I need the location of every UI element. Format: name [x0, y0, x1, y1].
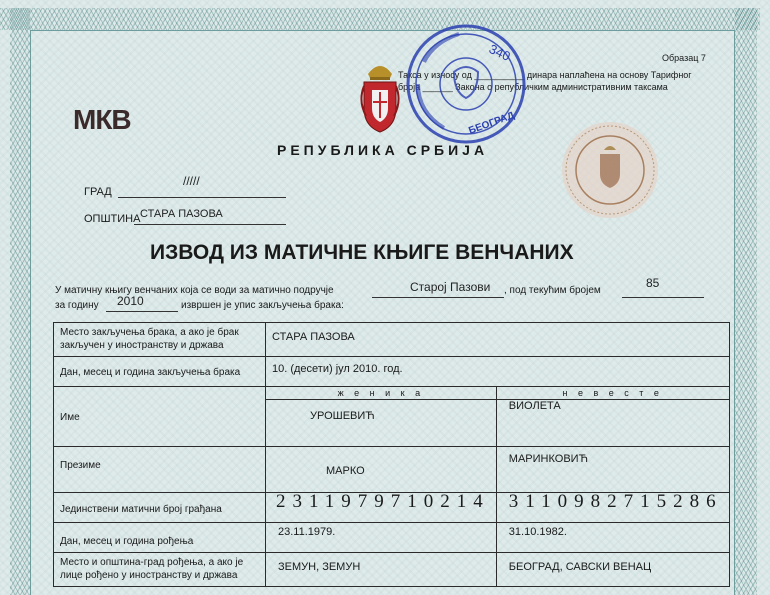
bride-cell: 3110982715286 — [496, 493, 729, 523]
row-value: СТАРА ПАЗОВА — [266, 323, 730, 357]
table-row — [54, 357, 730, 387]
table-row — [54, 493, 730, 523]
marriage-record-table — [53, 322, 730, 587]
row-label: Место закључења брака, а ако је брак закључен у иностранству и држава — [54, 323, 266, 357]
intro-line-2: , под текућим бројем — [504, 285, 601, 296]
bride-cell: БЕОГРАД, САВСКИ ВЕНАЦ — [496, 553, 729, 587]
bride-header: н е в е с т е — [497, 387, 729, 400]
intro-line-1: У матичну књигу венчаних која се води за матично подручје — [55, 285, 334, 296]
city-underline — [118, 197, 286, 198]
year-value: 2010 — [117, 294, 144, 308]
row-label: Дан, месец и година рођења — [54, 523, 266, 553]
document-title: ИЗВОД ИЗ МАТИЧНЕ КЊИГЕ ВЕНЧАНИХ — [150, 241, 574, 264]
coat-of-arms-icon — [360, 56, 400, 134]
groom-header: ж е н и к а — [266, 387, 496, 400]
guilloche-border-top — [0, 8, 760, 30]
groom-cell: ж е н и к а УРОШЕВИЋ — [266, 387, 497, 447]
stamp-number: 340 — [486, 41, 513, 64]
year-label: за годину — [55, 300, 99, 311]
city-label: ГРАД — [84, 186, 112, 198]
stamp-text: БЕОГРАД — [467, 110, 516, 137]
table-row — [54, 553, 730, 587]
republic-heading: РЕПУБЛИКА СРБИЈА — [277, 142, 489, 158]
row-value: 10. (десети) јул 2010. год. — [266, 357, 730, 387]
groom-cell: 2311979710214 — [266, 493, 497, 523]
row-label: Јединствени матични број грађана — [54, 493, 266, 523]
row-label: Име — [54, 387, 266, 447]
bride-cell: н е в е с т е ВИОЛЕТА — [496, 387, 729, 447]
row-label: Презиме — [54, 447, 266, 493]
hologram-seal-icon — [560, 120, 660, 220]
bride-cell: 31.10.1982. — [496, 523, 729, 553]
tax-line-1: Такса у износу од __________ динара наплаћена на основу Тарифног — [398, 70, 692, 80]
area-value: Старој Пазови — [410, 280, 491, 294]
table-row — [54, 447, 730, 493]
row-label: Место и општина-град рођења, а ако је лице рођено у иностранству и држава — [54, 553, 266, 587]
groom-cell: 23.11.1979. — [266, 523, 497, 553]
city-value: ///// — [183, 174, 200, 188]
intro-line-3: извршен је упис закључења брака: — [181, 300, 344, 311]
groom-cell: МАРКО — [266, 447, 497, 493]
form-number: Образац 7 — [662, 53, 706, 63]
number-value: 85 — [646, 276, 660, 290]
bride-cell: МАРИНКОВИЋ — [496, 447, 729, 493]
municipality-underline — [134, 224, 286, 225]
municipality-value: СТАРА ПАЗОВА — [140, 208, 223, 220]
area-underline — [372, 297, 504, 298]
table-row — [54, 387, 730, 447]
official-stamp-icon — [404, 22, 528, 146]
table-row — [54, 323, 730, 357]
groom-cell: ЗЕМУН, ЗЕМУН — [266, 553, 497, 587]
tax-line-2: броја ______ Закона о републичким административним таксама — [398, 82, 668, 92]
guilloche-border-right — [735, 8, 757, 595]
table-row — [54, 523, 730, 553]
number-underline — [622, 297, 704, 298]
year-underline — [106, 311, 178, 312]
municipality-label: ОПШТИНА — [84, 213, 141, 225]
mkv-label: МКВ — [73, 104, 131, 135]
row-label: Дан, месец и година закључења брака — [54, 357, 266, 387]
guilloche-border-left — [10, 8, 30, 595]
